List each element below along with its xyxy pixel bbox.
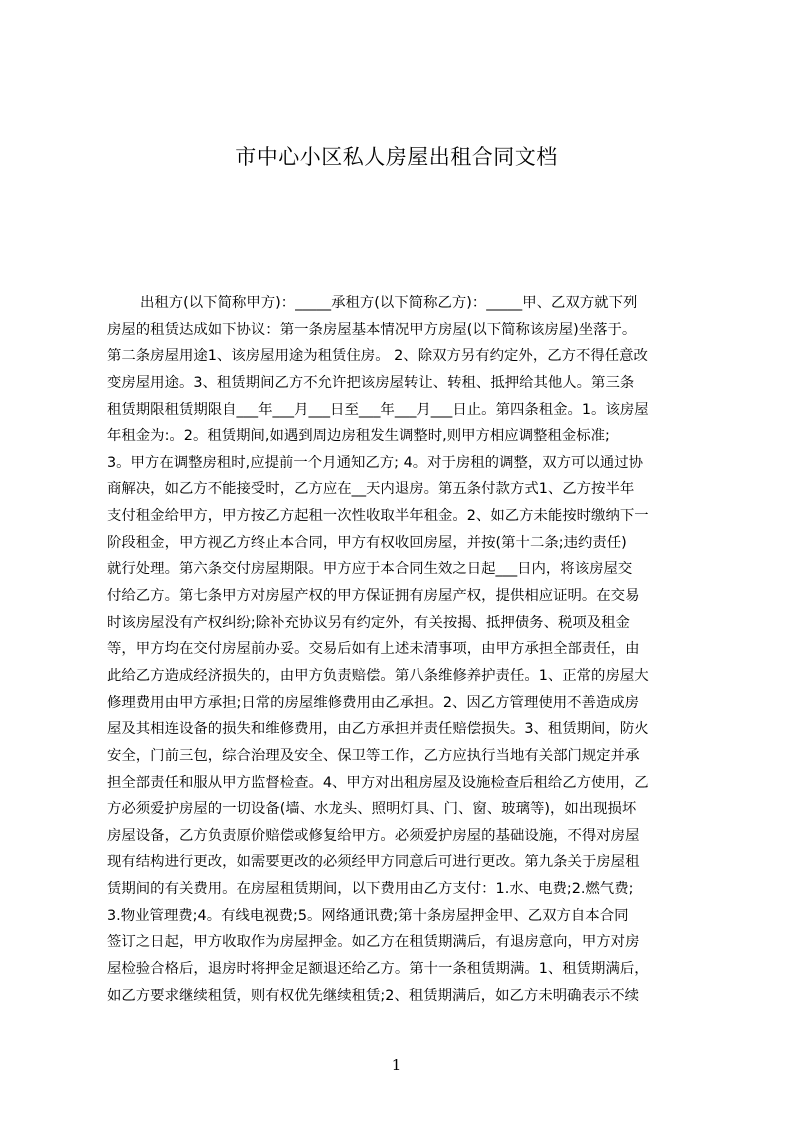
body-line: 房屋设备，乙方负责原价赔偿或修复给甲方。必须爱护房屋的基础设施，不得对房屋 — [107, 827, 640, 844]
body-line: 担全部责任和服从甲方监督检查。4、甲方对出租房屋及设施检查后租给乙方使用，乙 — [107, 774, 649, 791]
body-line: 现有结构进行更改，如需要更改的必须经甲方同意后可进行更改。第九条关于房屋租 — [107, 854, 640, 871]
body-line: 第二条房屋用途1、该房屋用途为租赁住房。 2、除双方另有约定外，乙方不得任意改 — [107, 348, 648, 365]
body-line: 时该房屋没有产权纠纷;除补充协议另有约定外，有关按揭、抵押债务、税项及租金 — [107, 614, 630, 631]
body-line: 租赁期限租赁期限自___年___月___日至___年___月___日止。第四条租金。1。该房屋 — [107, 401, 649, 418]
body-line: 签订之日起，甲方收取作为房屋押金。如乙方在租赁期满后，有退房意向，甲方对房 — [107, 934, 640, 951]
body-line: 安全，门前三包，综合治理及安全、保卫等工作，乙方应执行当地有关部门规定并承 — [107, 747, 640, 764]
body-line: 商解决，如乙方不能接受时，乙方应在__天内退房。第五条付款方式1、乙方按半年 — [107, 481, 635, 498]
body-line: 方必须爱护房屋的一切设备(墙、水龙头、照明灯具、门、窗、玻璃等)，如出现损坏 — [107, 801, 637, 818]
body-line: 如乙方要求继续租赁，则有权优先继续租赁;2、租赁期满后，如乙方未明确表示不续 — [107, 987, 640, 1004]
body-line: 屋及其相连设备的损失和维修费用，由乙方承担并责任赔偿损失。3、租赁期间，防火 — [107, 721, 649, 738]
body-line: 出租方(以下简称甲方)：_____承租方(以下简称乙方)：_____甲、乙双方就下列 — [140, 295, 638, 311]
body-line: 修理费用由甲方承担;日常的房屋维修费用由乙承担。2、因乙方管理使用不善造成房 — [107, 694, 640, 711]
body-line: 3。甲方在调整房租时,应提前一个月通知乙方; 4。对于房租的调整，双方可以通过协 — [107, 454, 643, 471]
body-line: 房屋的租赁达成如下协议：第一条房屋基本情况甲方房屋(以下简称该房屋)坐落于。 — [107, 321, 637, 338]
body-line: 变房屋用途。3、租赁期间乙方不允许把该房屋转让、转租、抵押给其他人。第三条 — [107, 374, 635, 391]
body-line: 屋检验合格后，退房时将押金足额退还给乙方。第十一条租赁期满。1、租赁期满后， — [107, 961, 649, 978]
body-line: 阶段租金，甲方视乙方终止本合同，甲方有权收回房屋，并按(第十二条;违约责任) — [107, 534, 627, 551]
document-title: 市中心小区私人房屋出租合同文档 — [235, 145, 558, 169]
body-line: 付给乙方。第七条甲方对房屋产权的甲方保证拥有房屋产权，提供相应证明。在交易 — [107, 588, 640, 605]
body-line: 等，甲方均在交付房屋前办妥。交易后如有上述未清事项，由甲方承担全部责任，由 — [107, 641, 640, 658]
body-line: 就行处理。第六条交付房屋期限。甲方应于本合同生效之日起___日内，将该房屋交 — [107, 561, 633, 578]
body-line: 年租金为:。2。租赁期间,如遇到周边房租发生调整时,则甲方相应调整租金标准; — [107, 428, 610, 445]
document-body — [107, 290, 697, 1009]
body-line: 3.物业管理费;4。有线电视费;5。网络通讯费;第十条房屋押金甲、乙双方自本合同 — [107, 907, 629, 924]
body-line: 赁期间的有关费用。在房屋租赁期间，以下费用由乙方支付：1.水、电费;2.燃气费; — [107, 881, 634, 898]
body-line: 支付租金给甲方，甲方按乙方起租一次性收取半年租金。2、如乙方未能按时缴纳下一 — [107, 508, 649, 525]
body-line: 此给乙方造成经济损失的，由甲方负责赔偿。第八条维修养护责任。1、正常的房屋大 — [107, 667, 649, 684]
page-number: 1 — [391, 1056, 402, 1074]
